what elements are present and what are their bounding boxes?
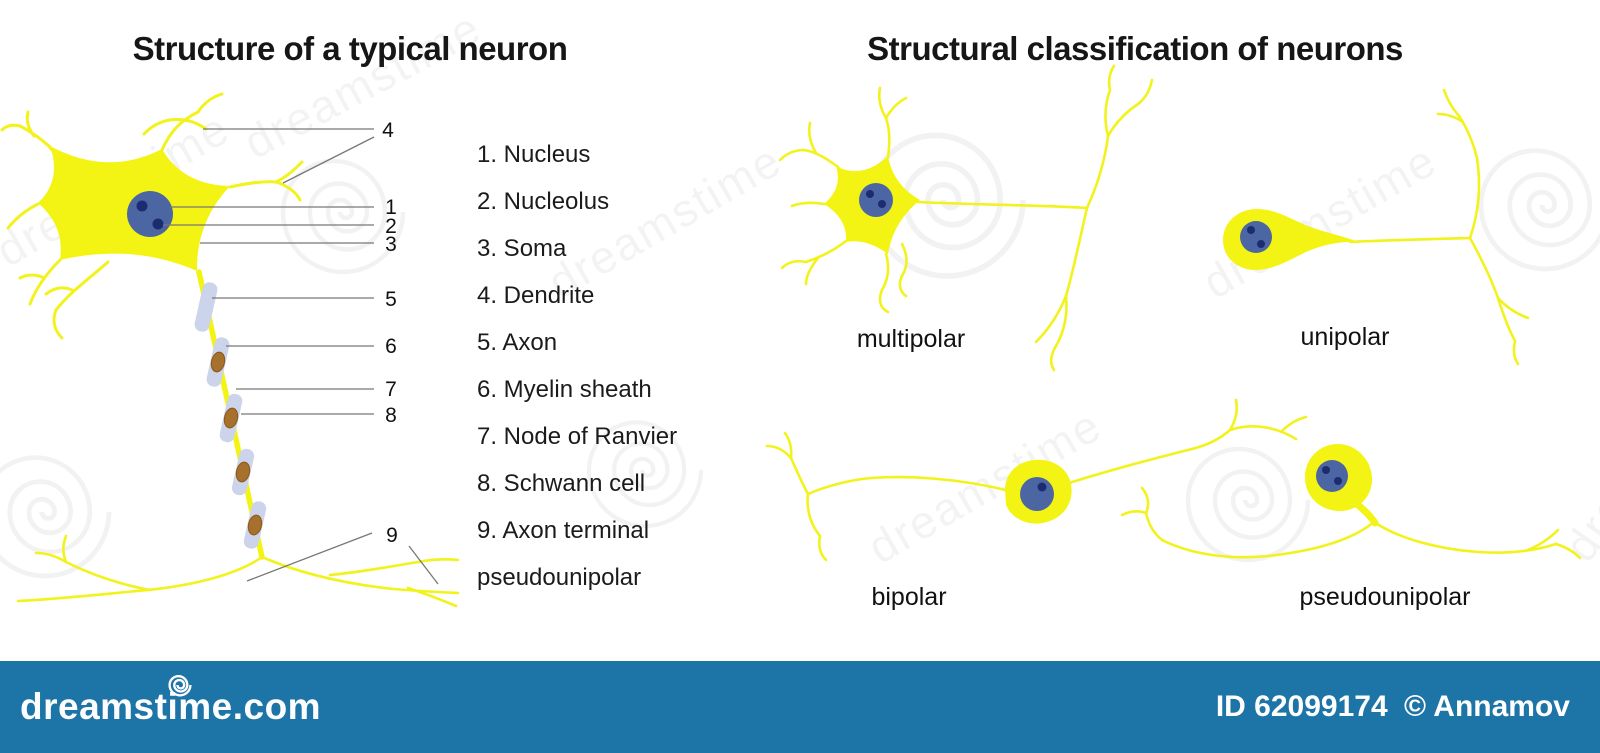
legend-item: 2. Nucleolus (477, 188, 610, 215)
legend-item: 9. Axon terminal (477, 517, 650, 544)
nucleolus (137, 201, 148, 212)
watermark-spiral-icon (1481, 151, 1600, 269)
right-panel-title: Structural classification of neurons (867, 30, 1403, 67)
callout-number-6: 6 (385, 335, 397, 358)
footer-watermark-bar (0, 661, 1600, 753)
callout-number-3: 3 (385, 233, 397, 256)
legend-item: 6. Myelin sheath (477, 376, 652, 403)
callout-number-4: 4 (382, 119, 394, 142)
image-id-text: ID 62099174 (1215, 690, 1388, 723)
legend-item: 3. Soma (477, 235, 567, 262)
callout-numbers (382, 119, 398, 547)
dreamstime-spiral-icon (167, 672, 193, 698)
watermark-text (1554, 328, 1600, 571)
legend-item: 5. Axon (477, 329, 558, 356)
callout-number-9: 9 (386, 524, 398, 547)
image-credit (1208, 690, 1570, 724)
legend-item: 8. Schwann cell (477, 470, 646, 497)
legend-item: pseudounipolar (477, 564, 642, 591)
nucleolus (153, 219, 164, 230)
callout-number-8: 8 (385, 404, 397, 427)
dreamstime-logo (20, 686, 321, 728)
legend-item: 1. Nucleus (477, 141, 591, 168)
callout-number-2: 2 (385, 215, 397, 238)
dreamstime-logo-text: dreamstime.com (20, 686, 322, 727)
legend-item: 4. Dendrite (477, 282, 595, 309)
label-multipolar: multipolar (856, 325, 966, 353)
callout-number-1: 1 (385, 196, 397, 219)
label-pseudounipolar: pseudounipolar (1299, 583, 1471, 611)
nucleus (127, 191, 173, 237)
callout-number-7: 7 (385, 378, 397, 401)
watermark-spiral-icon (1188, 449, 1308, 560)
label-bipolar: bipolar (871, 583, 947, 611)
legend-item: 7. Node of Ranvier (477, 423, 678, 450)
left-panel-title: Structure of a typical neuron (132, 30, 568, 67)
watermark-spiral-icon (0, 458, 109, 576)
author-credit-text: © Annamov (1403, 690, 1570, 723)
callout-number-5: 5 (385, 288, 397, 311)
pseudounipolar-neuron-drawing (1122, 444, 1580, 558)
typical-neuron-diagram (2, 94, 458, 606)
legend-list (477, 131, 677, 601)
label-unipolar: unipolar (1300, 323, 1390, 351)
watermark-text (235, 1, 489, 169)
